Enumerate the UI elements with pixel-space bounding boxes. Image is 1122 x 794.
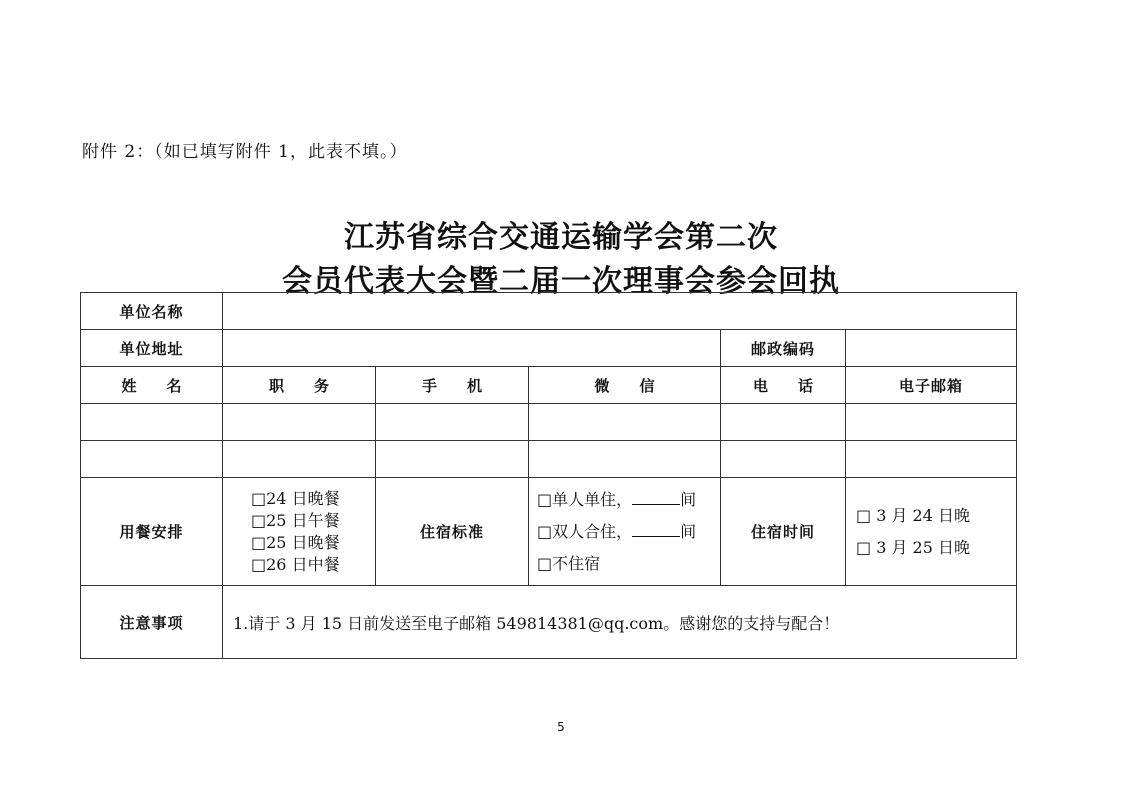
notes-row (81, 586, 1017, 659)
notes-text: 1.请于 3 月 15 日前发送至电子邮箱 549814381@qq.com。感谢您的支持与配合！ (223, 586, 1017, 659)
attendee-position-field[interactable] (223, 404, 376, 441)
lodging-double-option[interactable] (537, 516, 720, 548)
postal-code-label: 邮政编码 (721, 330, 846, 367)
attendee-wechat-field[interactable] (529, 404, 721, 441)
room-unit: 间 (680, 521, 697, 541)
attendee-wechat-field[interactable] (529, 441, 721, 478)
header-phone: 电 话 (721, 367, 846, 404)
header-row (81, 367, 1017, 404)
attendee-phone-field[interactable] (721, 441, 846, 478)
lodging-single-text: □单人单住， (537, 489, 633, 509)
stay-time-label: 住宿时间 (721, 478, 846, 586)
attendee-mobile-field[interactable] (376, 404, 529, 441)
lodging-single-option[interactable] (537, 484, 720, 516)
attendee-email-field[interactable] (846, 441, 1017, 478)
attendee-row (81, 404, 1017, 441)
document-title-line-1: 江苏省综合交通运输学会第二次 (344, 220, 778, 255)
page-number: 5 (557, 720, 565, 734)
double-room-count-blank[interactable] (632, 522, 680, 537)
header-position: 职 务 (223, 367, 376, 404)
single-room-count-blank[interactable] (632, 490, 680, 505)
postal-code-field[interactable] (846, 330, 1017, 367)
stay-time-options (846, 478, 1017, 586)
stay-time-option-checkbox[interactable]: □ 3 月 24 日晚 (856, 505, 971, 525)
attendee-row (81, 441, 1017, 478)
attendee-name-field[interactable] (81, 404, 223, 441)
attendee-mobile-field[interactable] (376, 441, 529, 478)
registration-form-table (80, 292, 1017, 659)
meal-option-checkbox[interactable]: □26 日中餐 (251, 554, 340, 574)
document-title-line-2: 会员代表大会暨二届一次理事会参会回执 (282, 264, 840, 299)
header-mobile: 手 机 (376, 367, 529, 404)
lodging-double-text: □双人合住， (537, 521, 633, 541)
meal-label: 用餐安排 (81, 478, 223, 586)
meal-option-checkbox[interactable]: □24 日晚餐 (251, 488, 340, 508)
header-email: 电子邮箱 (846, 367, 1017, 404)
attendee-email-field[interactable] (846, 404, 1017, 441)
unit-name-row (81, 293, 1017, 330)
unit-name-field[interactable] (223, 293, 1017, 330)
header-name: 姓 名 (81, 367, 223, 404)
unit-name-label: 单位名称 (81, 293, 223, 330)
attendee-position-field[interactable] (223, 441, 376, 478)
lodging-label: 住宿标准 (376, 478, 529, 586)
meal-options (223, 478, 376, 586)
notes-label: 注意事项 (81, 586, 223, 659)
attachment-note: 附件 2：（如已填写附件 1，此表不填。） (82, 142, 408, 162)
lodging-options (529, 478, 721, 586)
arrangement-row (81, 478, 1017, 586)
lodging-none-option[interactable]: □不住宿 (537, 553, 601, 573)
stay-time-option-checkbox[interactable]: □ 3 月 25 日晚 (856, 537, 971, 557)
meal-option-checkbox[interactable]: □25 日午餐 (251, 510, 340, 530)
unit-address-field[interactable] (223, 330, 721, 367)
attendee-name-field[interactable] (81, 441, 223, 478)
header-wechat: 微 信 (529, 367, 721, 404)
room-unit: 间 (680, 489, 697, 509)
unit-address-row (81, 330, 1017, 367)
meal-option-checkbox[interactable]: □25 日晚餐 (251, 532, 340, 552)
attendee-phone-field[interactable] (721, 404, 846, 441)
unit-address-label: 单位地址 (81, 330, 223, 367)
